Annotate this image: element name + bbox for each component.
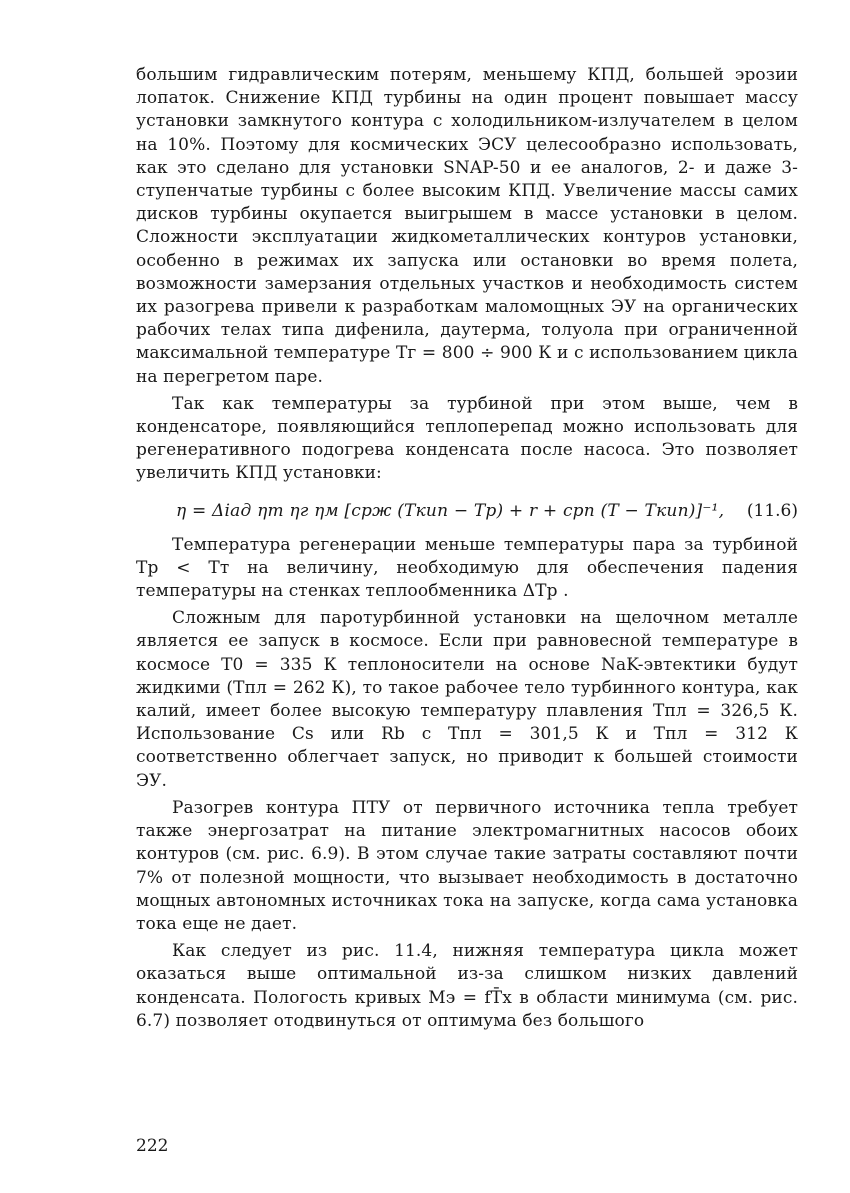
paragraph-3: Температура регенерации меньше температуры пара за турбиной Tр < Tт на величину, необходимую для обеспечения падения температуры на стенках теплообменника ΔTр . [136, 534, 798, 602]
paragraph-4: Сложным для паротурбинной установки на щелочном металле является ее запуск в космосе. Если при равновесной температуре в космосе T0 = 335 К теплоносители на основе NaK-эвтектики будут жидкими (Tпл = 262 К), то такое рабочее тело турбинного контура, как калий, имеет более высокую температуру плавления Tпл = 326,5 К. Использование Cs или Rb с Tпл = 301,5 К и Tпл = 312 К соответственно облегчает запуск, но приводит к большей стоимости ЭУ. [136, 608, 798, 791]
paragraph-5: Разогрев контура ПТУ от первичного источника тепла требует также энергозатрат на питание электромагнитных насосов обоих контуров (см. рис. 6.9). В этом случае такие затраты составляют почти 7% от полезной мощности, что вызывает необходимость в достаточно мощных автономных источниках тока на запуске, когда сама установка тока еще не дает. [136, 797, 798, 934]
equation-body: η = Δiад ηт ηг ηм [cрж (Tкип − Tр) + r + cрп (T − Tкип)]⁻¹, [176, 500, 725, 521]
equation-11-6 [136, 496, 798, 526]
equation-number: (11.6) [746, 500, 798, 521]
page-number: 222 [136, 1136, 169, 1156]
paragraph-1: большим гидравлическим потерям, меньшему КПД, большей эрозии лопаток. Снижение КПД турбины на один процент повышает массу установки замкнутого контура с холодильником-излучателем в целом на 10%. Поэтому для космических ЭСУ целесообразно использовать, как это сделано для установки SNAP-50 и ее аналогов, 2- и даже 3-ступенчатые турбины с более высоким КПД. Увеличение массы самих дисков турбины окупается выигрышем в массе установки в целом. Сложности эксплуатации жидкометаллических контуров установки, особенно в режимах их запуска или остановки во время полета, возможности замерзания отдельных участков и необходимость систем их разогрева привели к разработкам маломощных ЭУ на органических рабочих телах типа дифенила, даутерма, толуола при ограниченной максимальной температуре Tг = 800 ÷ 900 К и с использованием цикла на перегретом паре. [136, 65, 798, 387]
paragraph-2: Так как температуры за турбиной при этом выше, чем в конденсаторе, появляющийся теплоперепад можно использовать для регенеративного подогрева конденсата после насоса. Это позволяет увеличить КПД установки: [136, 393, 798, 484]
paragraph-6: Как следует из рис. 11.4, нижняя температура цикла может оказаться выше оптимальной из-за слишком низких давлений конденсата. Пологость кривых Mэ = fT̄х в области минимума (см. рис. 6.7) позволяет отодвинуться от оптимума без большого [136, 941, 798, 1031]
